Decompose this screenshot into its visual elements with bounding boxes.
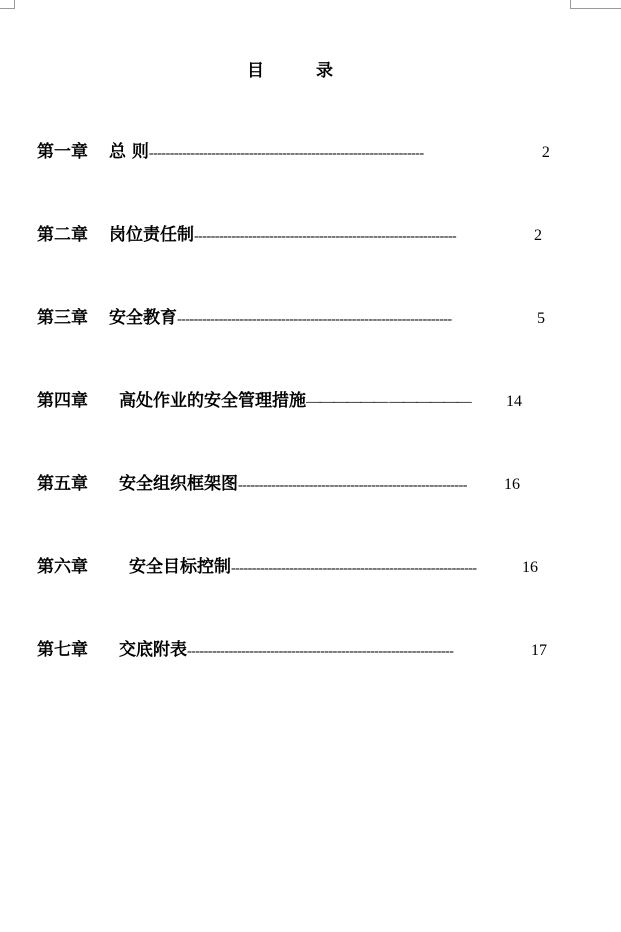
toc-title (247, 56, 333, 81)
title-char-left: 目 (247, 61, 264, 81)
toc-entry-2[interactable] (37, 224, 542, 246)
page-number: 2 (541, 144, 550, 161)
dot-leader: ------------------------------------------------------------------ (177, 312, 452, 327)
dot-leader: ------------------------------------------------------------------ (148, 146, 424, 161)
chapter-title: 总 则 (109, 142, 149, 162)
chapter-number: 第三章 (37, 308, 88, 328)
chapter-number: 第二章 (37, 225, 88, 245)
page-corner-mark-right (570, 0, 621, 9)
chapter-number: 第七章 (37, 640, 88, 660)
chapter-number: 第五章 (37, 474, 88, 494)
page-corner-mark-left (0, 0, 15, 9)
toc-entry-4[interactable] (37, 390, 522, 412)
toc-entry-5[interactable] (37, 473, 520, 495)
dot-leader: ---------------------------------------------------------------- (187, 644, 454, 659)
toc-entry-3[interactable] (37, 307, 545, 329)
chapter-number: 第六章 (37, 557, 88, 577)
dot-leader: ------------------------------------------------------- (238, 478, 467, 493)
chapter-title: 安全教育 (109, 308, 177, 328)
chapter-title: 安全目标控制 (129, 557, 231, 577)
toc-entry-6[interactable] (37, 556, 538, 578)
dot-leader: ----------------------------------------------------------- (231, 561, 477, 576)
chapter-number: 第四章 (37, 391, 88, 411)
chapter-title: 交底附表 (119, 640, 187, 660)
page-number: 14 (506, 393, 522, 410)
page-number: 16 (522, 559, 538, 576)
page-number: 2 (534, 227, 542, 244)
page-number: 17 (531, 642, 547, 659)
title-char-right: 录 (316, 61, 333, 81)
dot-leader: —————— —————— (306, 394, 471, 410)
chapter-number: 第一章 (37, 142, 88, 162)
chapter-title: 安全组织框架图 (119, 474, 238, 494)
page-number: 16 (504, 476, 520, 493)
chapter-title: 高处作业的安全管理措施 (119, 391, 306, 411)
dot-leader: --------------------------------------------------------------- (194, 229, 457, 244)
chapter-title: 岗位责任制 (109, 225, 194, 245)
toc-entry-7[interactable] (37, 639, 547, 661)
toc-entry-1[interactable] (37, 141, 550, 163)
page-number: 5 (537, 310, 545, 327)
